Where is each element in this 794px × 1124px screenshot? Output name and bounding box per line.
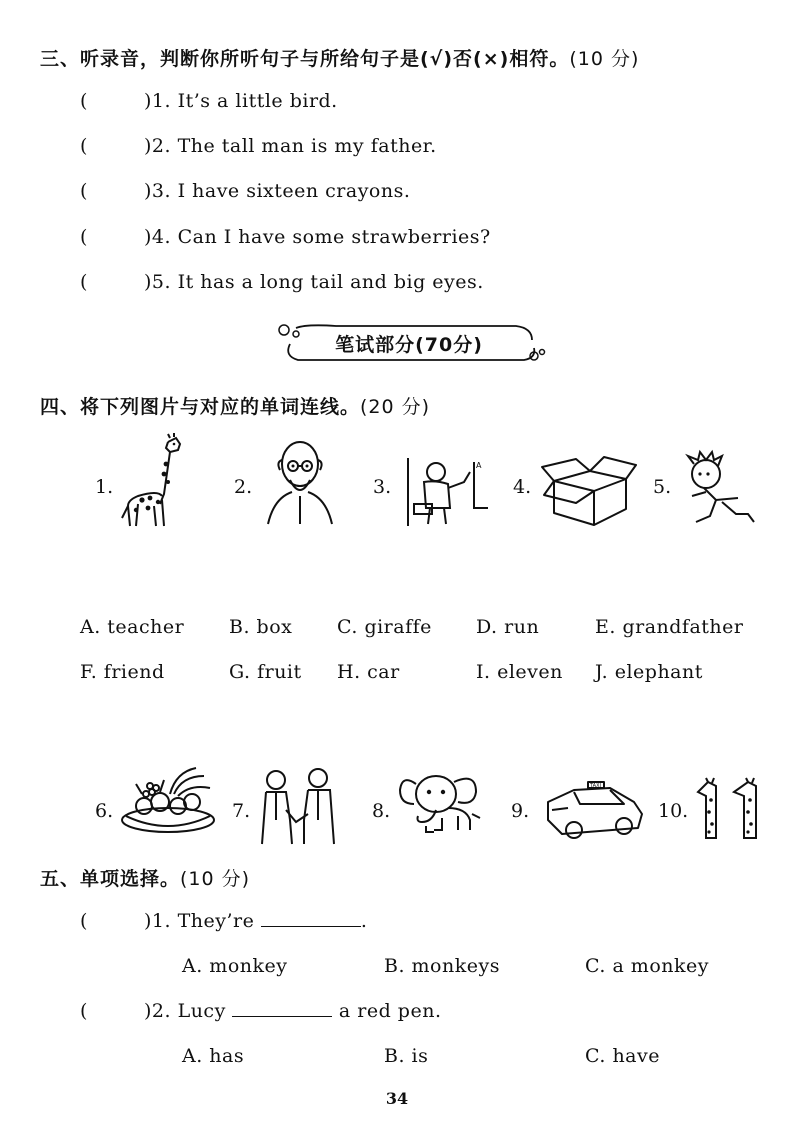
grandfather-icon (260, 440, 346, 526)
listen-item-3: )3. I have sixteen crayons. (144, 180, 411, 202)
answer-paren-open: ( (80, 180, 88, 202)
q2-option-b: B. is (384, 1045, 429, 1067)
eleven-giraffes-icon (694, 778, 774, 842)
picture-number-7: 7. (232, 800, 251, 822)
answer-paren-open: ( (80, 1000, 88, 1022)
answer-paren-open: ( (80, 90, 88, 112)
word-option-a: A. teacher (80, 616, 185, 638)
teacher-icon (404, 458, 488, 530)
q1-option-a: A. monkey (182, 955, 288, 977)
picture-number-9: 9. (511, 800, 530, 822)
box-icon (540, 455, 638, 527)
section4-points: (20 分) (360, 396, 431, 418)
svg-text:A: A (476, 461, 482, 470)
picture-number-8: 8. (372, 800, 391, 822)
answer-blank[interactable] (232, 1016, 332, 1017)
choice-question-1 (144, 910, 367, 932)
taxi-sign-text: TAXI (590, 783, 601, 789)
answer-paren-open: ( (80, 135, 88, 157)
question-2-prefix: )2. Lucy (144, 1000, 226, 1022)
section5-points: (10 分) (180, 868, 251, 890)
question-1-prefix: )1. They’re (144, 910, 255, 932)
picture-number-6: 6. (95, 800, 114, 822)
listen-item-4: )4. Can I have some strawberries? (144, 226, 491, 248)
elephant-icon (396, 770, 482, 836)
answer-blank[interactable] (261, 926, 361, 927)
word-option-g: G. fruit (229, 661, 302, 683)
question-1-suffix: . (360, 910, 368, 932)
picture-number-3: 3. (373, 476, 392, 498)
giraffe-icon (118, 434, 190, 530)
fruit-bowl-icon (120, 766, 216, 836)
answer-paren-open: ( (80, 226, 88, 248)
choice-question-2 (144, 1000, 442, 1022)
listen-item-5: )5. It has a long tail and big eyes. (144, 271, 484, 293)
word-option-i: I. eleven (476, 661, 563, 683)
written-part-banner (276, 322, 542, 366)
friends-handshake-icon (256, 766, 340, 846)
picture-number-1: 1. (95, 476, 114, 498)
word-option-b: B. box (229, 616, 293, 638)
listen-item-2: )2. The tall man is my father. (144, 135, 437, 157)
word-option-f: F. friend (80, 661, 165, 683)
section5-heading (40, 864, 250, 891)
word-option-e: E. grandfather (595, 616, 744, 638)
running-boy-icon (682, 452, 762, 532)
word-option-j: J. elephant (595, 661, 703, 683)
q2-option-a: A. has (182, 1045, 245, 1067)
answer-paren-open: ( (80, 910, 88, 932)
picture-number-5: 5. (653, 476, 672, 498)
word-option-c: C. giraffe (337, 616, 432, 638)
section5-heading-text: 五、单项选择。 (40, 868, 181, 890)
q1-option-c: C. a monkey (585, 955, 709, 977)
section3-heading (40, 44, 639, 71)
picture-number-10: 10. (658, 800, 689, 822)
listen-item-1: )1. It’s a little bird. (144, 90, 338, 112)
q1-option-b: B. monkeys (384, 955, 500, 977)
section4-heading (40, 392, 430, 419)
banner-text: 笔试部分(70分) (335, 334, 483, 356)
section3-points: (10 分) (569, 48, 640, 70)
page-number: 34 (385, 1089, 409, 1108)
word-option-d: D. run (476, 616, 540, 638)
word-option-h: H. car (337, 661, 400, 683)
answer-paren-open: ( (80, 271, 88, 293)
picture-number-4: 4. (513, 476, 532, 498)
taxi-car-icon (544, 778, 644, 840)
section4-heading-text: 四、将下列图片与对应的单词连线。 (40, 396, 361, 418)
q2-option-c: C. have (585, 1045, 660, 1067)
question-2-suffix: a red pen. (338, 1000, 442, 1022)
picture-number-2: 2. (234, 476, 253, 498)
section3-heading-text: 三、听录音，判断你所听句子与所给句子是(√)否(×)相符。 (40, 48, 570, 70)
